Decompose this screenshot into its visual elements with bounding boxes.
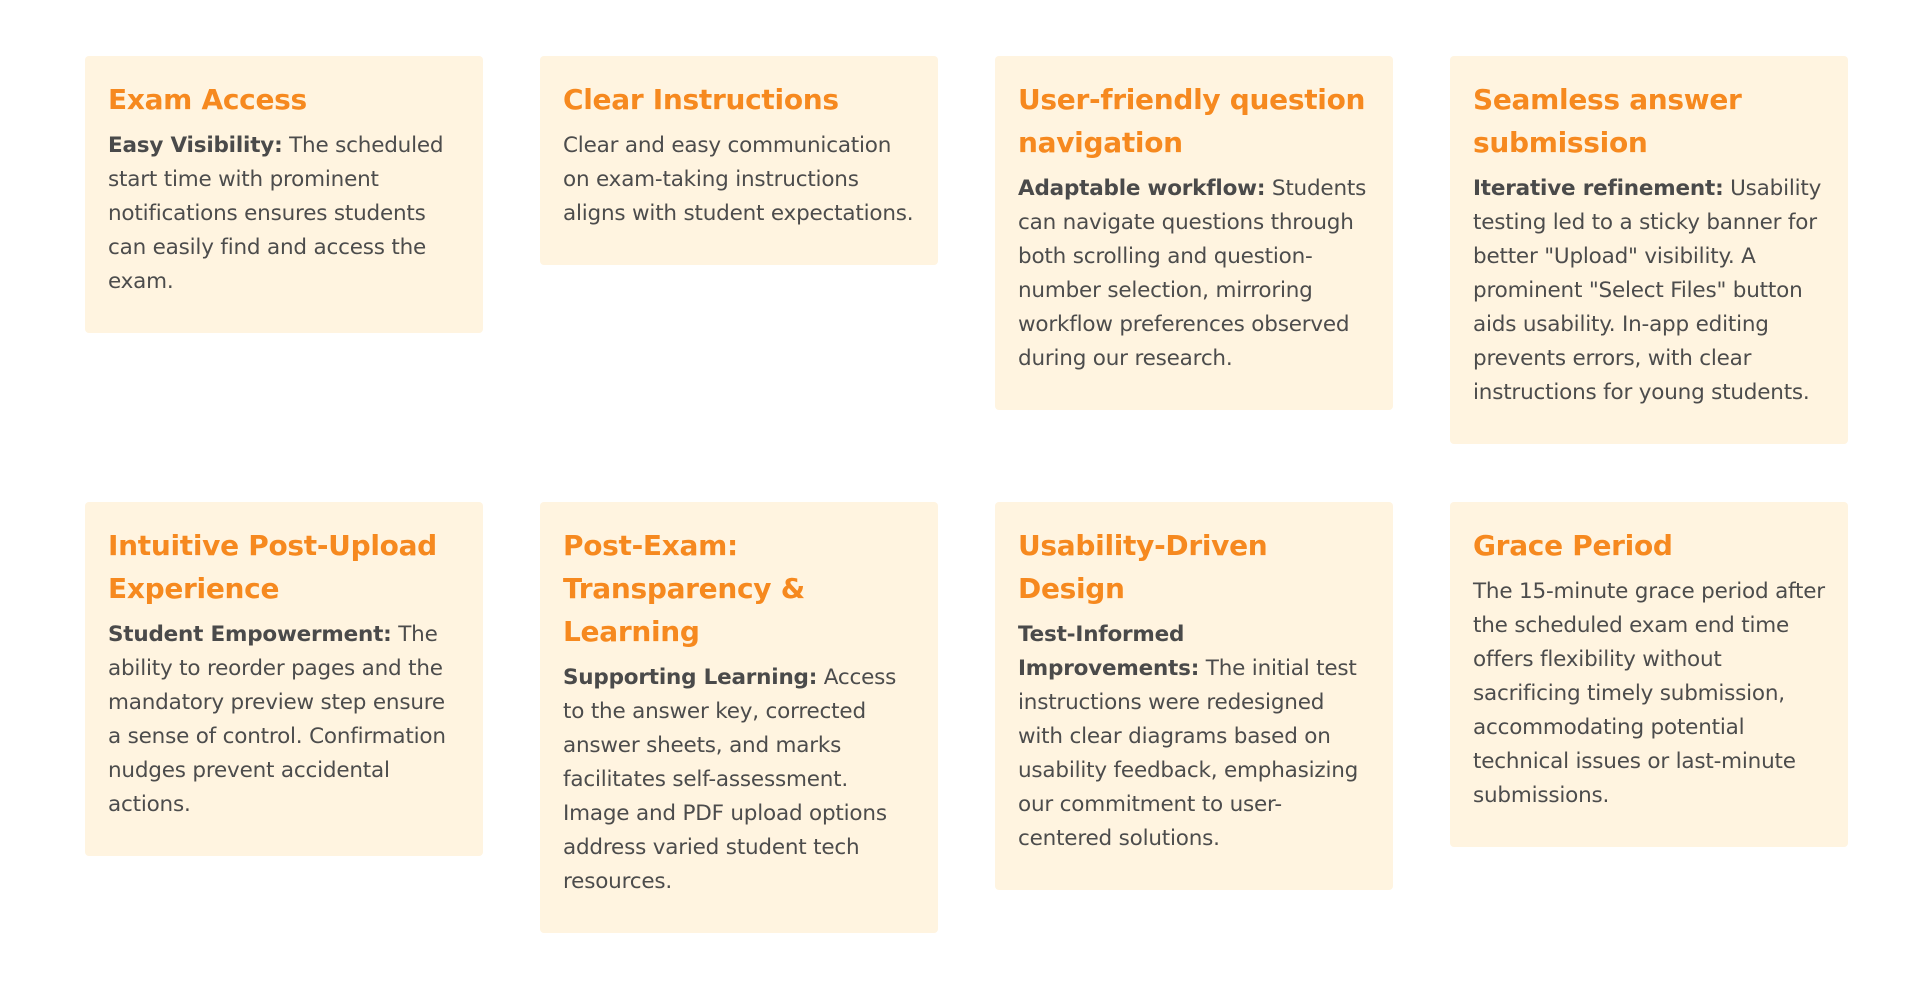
card-lead: Test-Informed Improvements:: [1018, 622, 1200, 681]
card-text: Access to the answer key, corrected answer sheets, and marks facilitates self-assessment. Image and PDF upload options address varied student tech resources.: [563, 665, 897, 894]
card-text: The ability to reorder pages and the mandatory preview step ensure a sense of control. Confirmation nudges prevent accidental actions.: [108, 622, 446, 817]
card-lead: Iterative refinement:: [1473, 176, 1724, 201]
card-text: The initial test instructions were redesigned with clear diagrams based on usability feedback, emphasizing our commitment to user-centered solutions.: [1018, 656, 1359, 851]
card-title: Seamless answer submission: [1473, 83, 1742, 159]
card-title: Post-Exam: Transparency & Learning: [563, 529, 805, 648]
card-text: Usability testing led to a sticky banner for better "Upload" visibility. A prominent "Select Files" button aids usability. In-app editing prevents errors, with clear instructions for young students.: [1473, 176, 1822, 405]
card-text: The scheduled start time with prominent notifications ensures students can easily find and access the exam.: [108, 133, 444, 294]
feature-card-post-exam: [540, 502, 938, 933]
card-lead: Student Empowerment:: [108, 622, 392, 647]
feature-card-grace-period: [1450, 502, 1848, 847]
feature-card-clear-instructions: [540, 56, 938, 265]
card-lead: Adaptable workflow:: [1018, 176, 1266, 201]
card-title: Grace Period: [1473, 529, 1673, 562]
card-text: Clear and easy communication on exam-taking instructions aligns with student expectations.: [563, 133, 914, 226]
card-lead: Easy Visibility:: [108, 133, 283, 158]
card-title: Clear Instructions: [563, 83, 839, 116]
feature-card-post-upload: [85, 502, 483, 856]
card-body: [1473, 172, 1825, 410]
card-body: [1018, 172, 1370, 376]
card-text: The 15-minute grace period after the scheduled exam end time offers flexibility without sacrificing timely submission, accommodating potential technical issues or last-minute submissions.: [1473, 579, 1825, 808]
card-body: [1018, 618, 1370, 856]
feature-card-grid: [85, 56, 1849, 933]
card-body: [563, 129, 915, 231]
card-title: Intuitive Post-Upload Experience: [108, 529, 437, 605]
feature-card-question-navigation: [995, 56, 1393, 410]
card-body: [108, 618, 460, 822]
card-body: [1473, 575, 1825, 813]
card-body: [563, 661, 915, 899]
card-lead: Supporting Learning:: [563, 665, 818, 690]
feature-card-answer-submission: [1450, 56, 1848, 444]
feature-card-usability-design: [995, 502, 1393, 890]
card-title: User-friendly question navigation: [1018, 83, 1366, 159]
card-text: Students can navigate questions through both scrolling and question-number selection, mirroring workflow preferences observed during our research.: [1018, 176, 1367, 371]
card-body: [108, 129, 460, 299]
card-title: Exam Access: [108, 83, 307, 116]
card-title: Usability-Driven Design: [1018, 529, 1268, 605]
feature-card-exam-access: [85, 56, 483, 333]
